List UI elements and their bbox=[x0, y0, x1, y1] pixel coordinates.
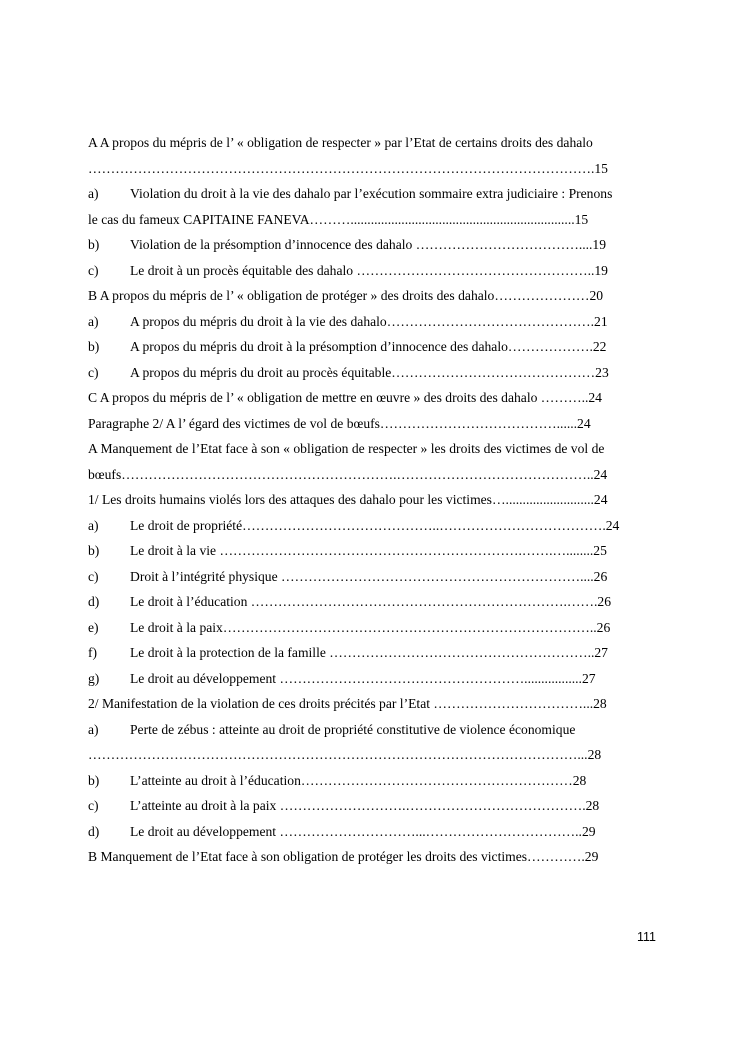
toc-entry-label: d) bbox=[88, 594, 100, 609]
toc-entry bbox=[88, 513, 657, 539]
table-of-contents bbox=[88, 130, 657, 870]
toc-entry-text: A propos du mépris du droit à la vie des dahalo……………………………………….21 bbox=[130, 313, 608, 329]
page-number: 111 bbox=[636, 930, 656, 944]
toc-entry-label: c) bbox=[88, 262, 99, 278]
toc-entry-label: a) bbox=[88, 721, 99, 737]
toc-entry bbox=[88, 666, 657, 692]
toc-entry bbox=[88, 258, 657, 284]
toc-entry bbox=[88, 360, 657, 386]
toc-entry-text: Le droit à un procès équitable des dahalo ……………………………………………..19 bbox=[130, 262, 608, 278]
toc-entry-text: Le droit au développement ……………………………………………….................27 bbox=[130, 670, 596, 686]
toc-entry-text: Paragraphe 2/ A l’ égard des victimes de vol de bœufs…………………………………......24 bbox=[88, 415, 591, 431]
toc-entry-leader bbox=[88, 742, 657, 768]
toc-entry-label: c) bbox=[88, 568, 99, 584]
toc-entry-text: Le droit de propriété……………………………………..……………………………….24 bbox=[130, 517, 620, 533]
toc-entry bbox=[88, 538, 657, 564]
toc-entry-text: B A propos du mépris de l’ « obligation de protéger » des droits des dahalo…………………20 bbox=[88, 288, 604, 303]
toc-entry-text: Le droit à la paix………………………………………………………………………..26 bbox=[130, 619, 611, 635]
toc-entry-text: 1/ Les droits humains violés lors des attaques des dahalo pour les victimes…..........................24 bbox=[88, 492, 608, 507]
toc-entry-text: ………………………………………………………………………………………………….15 bbox=[88, 160, 608, 176]
toc-entry bbox=[88, 589, 657, 615]
toc-entry bbox=[88, 768, 657, 794]
toc-entry-text: Le droit à la vie ………………………………………………………….…….…........25 bbox=[130, 543, 607, 558]
toc-entry-text: Droit à l’intégrité physique …………………………………………………………....26 bbox=[130, 568, 608, 584]
toc-entry-text: bœufs…………………………………………………….……………………………………..24 bbox=[88, 466, 608, 482]
toc-entry bbox=[88, 181, 657, 207]
toc-entry-text: A Manquement de l’Etat face à son « obligation de respecter » les droits des victimes de vol de bbox=[88, 441, 605, 456]
toc-entry-text: L’atteinte au droit à l’éducation……………………………………………………28 bbox=[130, 772, 587, 788]
toc-entry-text: A propos du mépris du droit au procès équitable………………………………………23 bbox=[130, 364, 609, 380]
toc-entry-text: ………………………………………………………………………………………………...28 bbox=[88, 747, 602, 762]
toc-entry bbox=[88, 207, 657, 233]
toc-entry bbox=[88, 130, 657, 156]
toc-entry bbox=[88, 436, 657, 462]
toc-entry bbox=[88, 717, 657, 743]
toc-entry-label: a) bbox=[88, 517, 99, 533]
toc-entry-label: b) bbox=[88, 339, 100, 354]
toc-entry-label: c) bbox=[88, 364, 99, 380]
toc-entry-text: Violation de la présomption d’innocence des dahalo ………………………………....19 bbox=[130, 237, 607, 252]
toc-entry-text: le cas du fameux CAPITAINE FANEVA………..................................................................15 bbox=[88, 211, 589, 227]
toc-entry-text: Le droit à l’éducation …………………………………………………………….…….26 bbox=[130, 594, 612, 609]
toc-entry bbox=[88, 232, 657, 258]
toc-entry-label: g) bbox=[88, 670, 100, 686]
toc-entry-text: Violation du droit à la vie des dahalo par l’exécution sommaire extra judiciaire : Prenons bbox=[130, 186, 613, 201]
toc-entry-label: b) bbox=[88, 772, 100, 788]
toc-entry bbox=[88, 283, 657, 309]
toc-entry bbox=[88, 334, 657, 360]
toc-entry-leader bbox=[88, 156, 657, 182]
toc-entry-text: A propos du mépris du droit à la présomption d’innocence des dahalo……………….22 bbox=[130, 339, 607, 354]
toc-entry-text: B Manquement de l’Etat face à son obligation de protéger les droits des victimes………….29 bbox=[88, 849, 599, 864]
toc-entry bbox=[88, 844, 657, 870]
toc-entry bbox=[88, 819, 657, 845]
toc-entry-text: A A propos du mépris de l’ « obligation de respecter » par l’Etat de certains droits des dahalo bbox=[88, 135, 593, 150]
toc-entry-label: e) bbox=[88, 619, 99, 635]
toc-entry-text: Le droit à la protection de la famille …………………………………………………..27 bbox=[130, 645, 608, 660]
toc-entry-label: b) bbox=[88, 237, 100, 252]
toc-entry bbox=[88, 691, 657, 717]
toc-entry-text: Le droit au développement …………………………...……………………………..29 bbox=[130, 823, 596, 839]
toc-entry bbox=[88, 793, 657, 819]
toc-entry-label: d) bbox=[88, 823, 100, 839]
toc-entry bbox=[88, 564, 657, 590]
toc-entry-label: a) bbox=[88, 313, 99, 329]
toc-entry bbox=[88, 615, 657, 641]
toc-entry-text: C A propos du mépris de l’ « obligation de mettre en œuvre » des droits des dahalo ………..24 bbox=[88, 390, 602, 405]
toc-entry bbox=[88, 309, 657, 335]
toc-entry-text: 2/ Manifestation de la violation de ces droits précités par l’Etat ……………………………...28 bbox=[88, 696, 607, 711]
toc-entry-text: L’atteinte au droit à la paix ……………………….………………………………….28 bbox=[130, 798, 600, 813]
toc-entry bbox=[88, 487, 657, 513]
toc-entry-label: a) bbox=[88, 186, 99, 201]
toc-entry-text: Perte de zébus : atteinte au droit de propriété constitutive de violence économique bbox=[130, 721, 576, 737]
toc-entry bbox=[88, 462, 657, 488]
toc-entry-label: f) bbox=[88, 645, 98, 660]
toc-entry bbox=[88, 640, 657, 666]
toc-entry bbox=[88, 411, 657, 437]
toc-entry-label: b) bbox=[88, 543, 100, 558]
toc-entry bbox=[88, 385, 657, 411]
toc-entry-label: c) bbox=[88, 798, 99, 813]
